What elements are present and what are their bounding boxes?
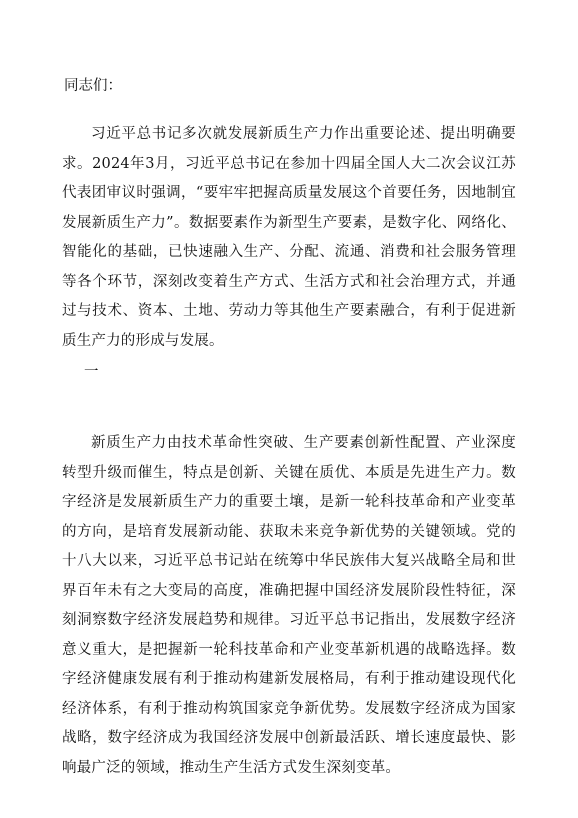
paragraph-section-one: 新质生产力由技术革命性突破、生产要素创新性配置、产业深度转型升级而催生，特点是创新、关键在质优、本质是先进生产力。数字经济是发展新质生产力的重要土壤，是新一轮科技革命和产业变革的方向，是培育发展新动能、获取未来竞争新优势的关键领域。党的十八大以来，习近平总书记站在统筹中华民族伟大复兴战略全局和世界百年未有之大变局的高度，准确把握中国经济发展阶段性特征，深刻洞察数字经济发展趋势和规律。习近平总书记指出，发展数字经济意义重大，是把握新一轮科技革命和产业变革新机遇的战略选择。数字经济健康发展有利于推动构建新发展格局，有利于推动建设现代化经济体系，有利于推动构筑国家竞争新优势。发展数字经济成为国家战略，数字经济成为我国经济发展中创新最活跃、增长速度最快、影响最广泛的领域，推动生产生活方式发生深刻变革。: [62, 435, 516, 776]
paragraph-intro: 习近平总书记多次就发展新质生产力作出重要论述、提出明确要求。2024年3月，习近平总书记在参加十四届全国人大二次会议江苏代表团审议时强调，“要牢牢把握高质量发展这个首要任务，因地制宜发展新质生产力”。数据要素作为新型生产要素，是数字化、网络化、智能化的基础，已快速融入生产、分配、流通、消费和社会服务管理等各个环节，深刻改变着生产方式、生活方式和社会治理方式，并通过与技术、资本、土地、劳动力等其他生产要素融合，有利于促进新质生产力的形成与发展。: [62, 126, 516, 349]
section-heading-one: 一: [84, 364, 99, 380]
salutation: 同志们：: [64, 78, 122, 94]
